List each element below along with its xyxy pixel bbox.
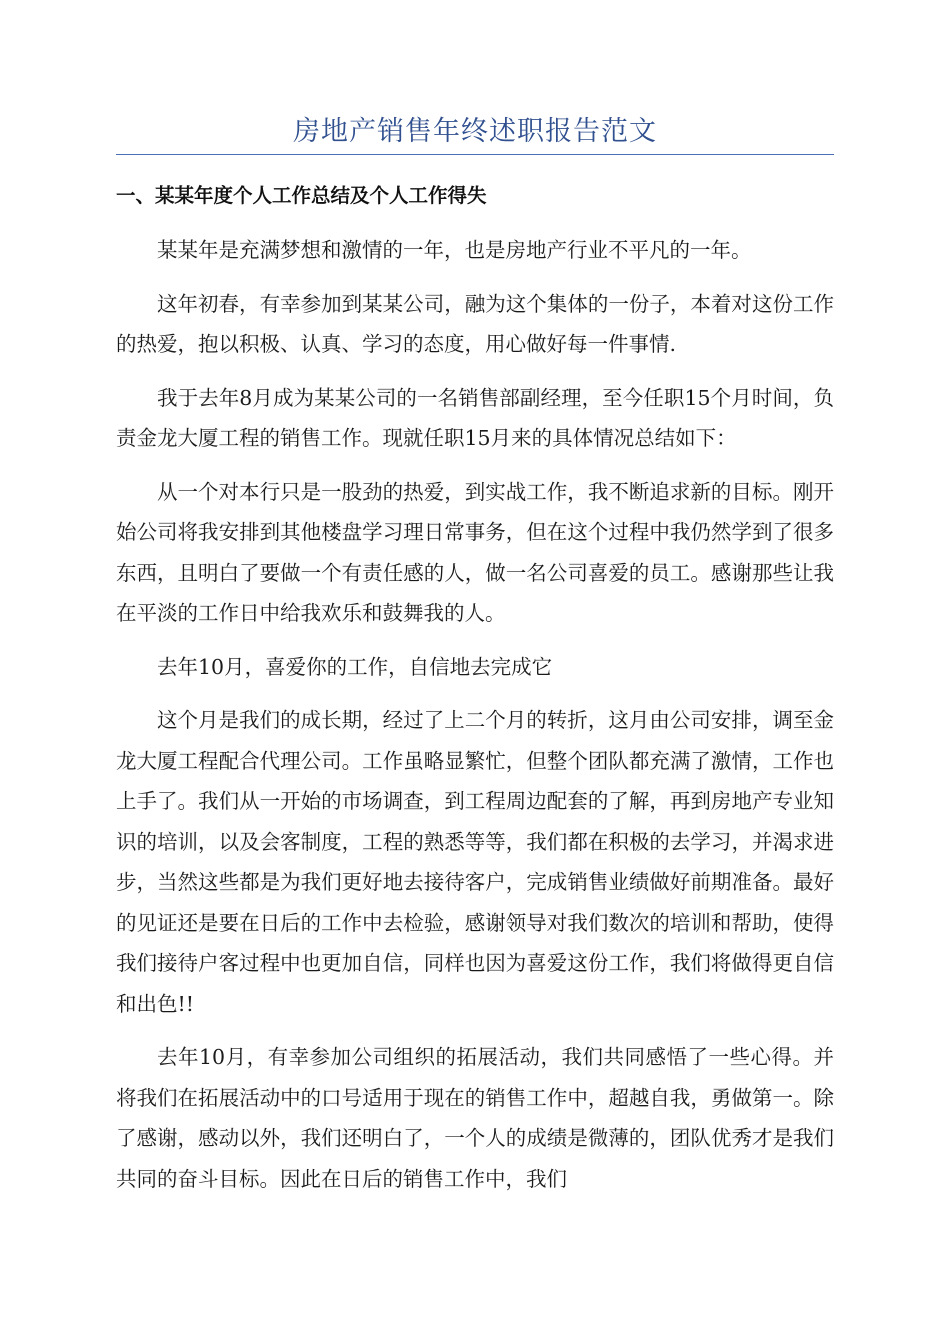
paragraph: 这年初春，有幸参加到某某公司，融为这个集体的一份子，本着对这份工作的热爱，抱以积极、认真、学习的态度，用心做好每一件事情. (116, 291, 834, 356)
title-divider (116, 154, 834, 155)
paragraph: 我于去年8月成为某某公司的一名销售部副经理，至今任职15个月时间，负责金龙大厦工程的销售工作。现就任职15月来的具体情况总结如下： (116, 385, 834, 450)
paragraph: 去年10月，喜爱你的工作，自信地去完成它 (157, 654, 553, 679)
paragraph: 从一个对本行只是一股劲的热爱，到实战工作，我不断追求新的目标。刚开始公司将我安排到其他楼盘学习理日常事务，但在这个过程中我仍然学到了很多东西，且明白了要做一个有责任感的人，做一名公司喜爱的员工。感谢那些让我在平淡的工作日中给我欢乐和鼓舞我的人。 (116, 479, 834, 625)
paragraph: 某某年是充满梦想和激情的一年，也是房地产行业不平凡的一年。 (157, 238, 752, 262)
document-title: 房地产销售年终述职报告范文 (293, 116, 657, 147)
section-heading: 一、某某年度个人工作总结及个人工作得失 (116, 184, 487, 207)
document-body (116, 230, 834, 1212)
paragraph: 去年10月，有幸参加公司组织的拓展活动，我们共同感悟了一些心得。并将我们在拓展活动中的口号适用于现在的销售工作中，超越自我，勇做第一。除了感谢，感动以外，我们还明白了，一个人的成绩是微薄的，团队优秀才是我们共同的奋斗目标。因此在日后的销售工作中，我们 (116, 1045, 834, 1191)
paragraph: 这个月是我们的成长期，经过了上二个月的转折，这月由公司安排，调至金龙大厦工程配合代理公司。工作虽略显繁忙，但整个团队都充满了激情，工作也上手了。我们从一开始的市场调查，到工程周边配套的了解，再到房地产专业知识的培训，以及会客制度，工程的熟悉等等，我们都在积极的去学习，并渴求进步，当然这些都是为我们更好地去接待客户，完成销售业绩做好前期准备。最好的见证还是要在日后的工作中去检验，感谢领导对我们数次的培训和帮助，使得我们接待户客过程中也更加自信，同样也因为喜爱这份工作，我们将做得更自信和出色!! (116, 708, 834, 1016)
